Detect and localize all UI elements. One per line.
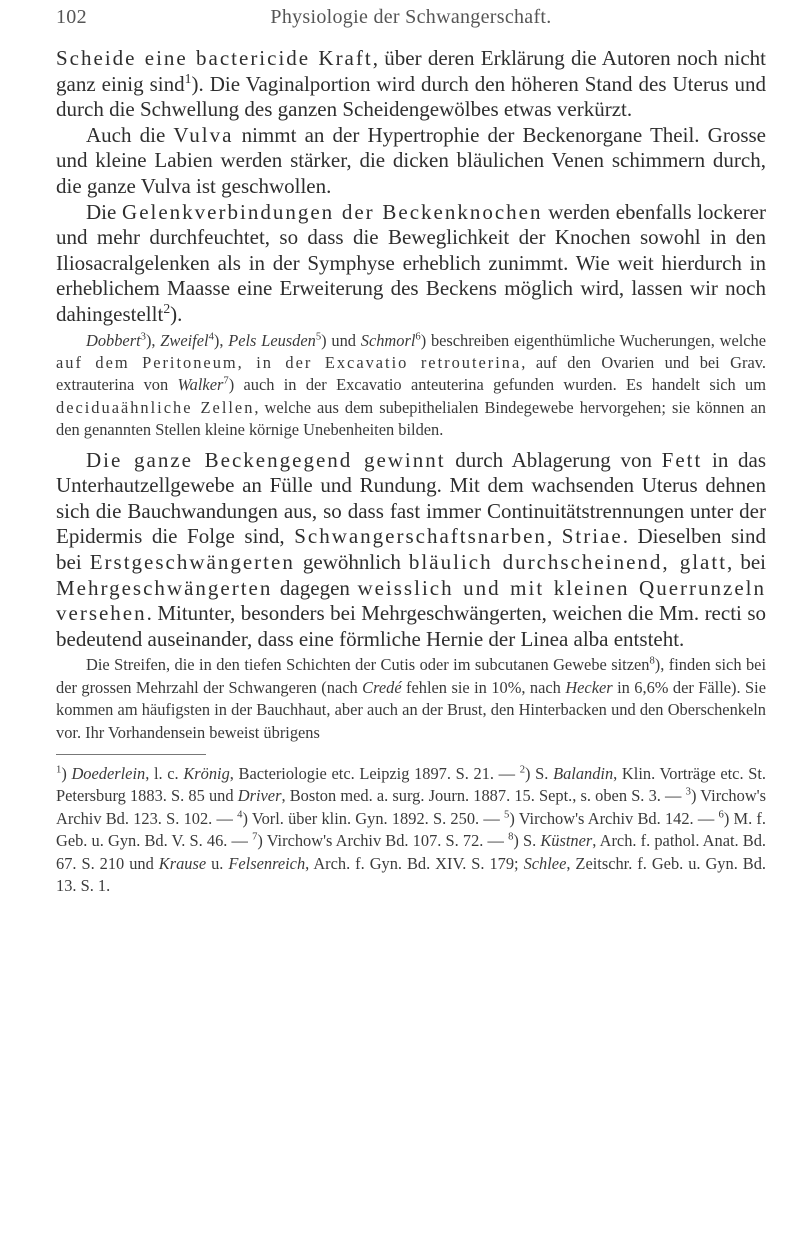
running-head xyxy=(56,6,766,36)
author-name: Driver xyxy=(237,786,282,806)
text-run: , Arch. f. pathol. Anat. Bd. 67. S. 210 und xyxy=(56,831,766,873)
paragraph-vagina xyxy=(56,46,766,123)
text-run: ), xyxy=(145,330,161,350)
paragraph-vulva xyxy=(56,123,766,200)
text-run: gewöhnlich xyxy=(294,549,409,574)
spaced-term: auf dem Peritoneum, in der Excavatio retrouterina xyxy=(56,352,522,372)
author-name: Krönig xyxy=(183,763,230,783)
author-name: Zweifel xyxy=(160,330,209,350)
spaced-term: deciduaähnliche Zellen xyxy=(56,397,255,417)
text-run: in das Unterhautzellgewebe an Fülle und Rundung. Mit dem wachsenden Uterus dehnen sich die Bauchwandungen aus, so dass fast immer Continuitätstrennungen unter der Epidermis die Folge sind, xyxy=(56,447,767,549)
text-run: , Bacteriologie etc. Leipzig 1897. S. 21. — xyxy=(229,763,520,783)
text-run: , Zeitschr. f. Geb. u. Gyn. Bd. 13. S. 1. xyxy=(56,853,766,896)
paragraph-striae-small-print xyxy=(56,654,766,744)
body-text xyxy=(56,46,766,898)
text-run: ) Virchow's Archiv Bd. 107. S. 72. — xyxy=(257,831,509,851)
text-run: . Mitunter, besonders bei Mehrgeschwängerten, weichen die Mm. recti so bedeutend auseinander, dass eine förmliche Hernie der Linea alba entsteht. xyxy=(56,601,766,651)
text-run: ) beschreiben eigenthümliche Wucherungen, welche xyxy=(420,330,767,350)
author-name: Balandin xyxy=(553,763,614,783)
author-name: Credé xyxy=(362,677,402,697)
running-title: Physiologie der Schwangerschaft. xyxy=(270,6,552,28)
author-name: Hecker xyxy=(565,677,613,697)
footnote-divider xyxy=(56,754,206,755)
footnote-ref: 6 xyxy=(415,331,421,343)
footnote-ref: 7 xyxy=(223,375,229,387)
paragraph-joints xyxy=(56,200,766,328)
text-run: Die Streifen, die in den tiefen Schichten der Cutis oder im subcutanen Gewebe sitzen xyxy=(86,655,650,675)
paragraph-small-print xyxy=(56,330,766,442)
footnote-marker: 4 xyxy=(237,809,243,821)
spaced-term: Scheide eine bactericide Kraft xyxy=(56,46,373,70)
text-run: ) auch in der Excavatio anteuterina gefunden wurden. Es handelt sich um xyxy=(228,375,766,395)
footnote-marker: 1 xyxy=(56,764,62,776)
spaced-term: Vulva xyxy=(173,122,234,147)
footnote-marker: 7 xyxy=(252,831,258,843)
footnote-ref: 5 xyxy=(315,331,322,343)
text-run: werden ebenfalls lockerer und mehr durchfeuchtet, so dass die Beweglichkeit der Knochen sowohl in den Iliosacralgelenken als in der Symphyse erheblich zunimmt. Wie weit hierdurch in erheblichem Maasse eine Erweiterung des Beckens möglich wird, lassen wir noch dahingestellt xyxy=(56,199,766,326)
text-run: Auch die xyxy=(86,122,174,147)
text-run: . Dieselben sind bei xyxy=(56,524,766,574)
footnote-marker: 5 xyxy=(503,809,510,821)
footnote-ref: 4 xyxy=(208,331,214,343)
text-run: ) S. xyxy=(513,831,541,851)
author-name: Küstner xyxy=(540,831,593,851)
author-name: Walker xyxy=(177,375,224,395)
author-name: Doederlein xyxy=(71,763,146,783)
text-run: , Klin. Vorträge etc. St. Petersburg 1883. S. 85 und xyxy=(56,763,766,806)
footnote-marker: 8 xyxy=(508,831,514,843)
text-run: dagegen xyxy=(272,575,358,600)
text-run: ). xyxy=(170,301,183,326)
spaced-term: Fett xyxy=(661,447,703,472)
spaced-term: Mehrgeschwängerten xyxy=(56,575,273,600)
spaced-term: Gelenkverbindungen der Beckenknochen xyxy=(122,199,543,224)
text-run: , l. c. xyxy=(145,763,184,783)
footnote-marker: 2 xyxy=(519,764,526,776)
footnote-ref: 3 xyxy=(140,331,146,343)
spaced-term: weisslich und mit kleinen Querrunzeln versehen xyxy=(56,575,767,626)
text-run: ) Vorl. über klin. Gyn. 1892. S. 250. — xyxy=(242,808,504,828)
spaced-term: Die ganze Beckengegend gewinnt xyxy=(86,447,446,472)
author-name: Schlee xyxy=(523,853,567,873)
author-name: Schmorl xyxy=(360,330,416,350)
spaced-term: bläulich durchscheinend, glatt xyxy=(408,549,728,574)
text-run: ) Virchow's Archiv Bd. 142. — xyxy=(509,808,719,828)
spaced-term: Striae xyxy=(561,524,623,549)
paragraph-pelvic-region xyxy=(56,448,766,653)
text-run: ), xyxy=(213,330,229,350)
text-run: ). Die Vaginalportion wird durch den höheren Stand des Uterus und durch die Schwellung des ganzen Scheidengewölbes etwas verkürzt. xyxy=(56,71,767,122)
author-name: Pels Leusden xyxy=(228,330,316,350)
footnotes xyxy=(56,763,766,898)
author-name: Krause xyxy=(158,853,207,873)
spaced-term: Schwangerschaftsnarben xyxy=(294,524,547,549)
text-run: nimmt an der Hypertrophie der Beckenorgane Theil. Grosse und kleine Labien werden stärker, die dicken bläulichen Venen schimmern durch, die ganze Vulva ist geschwollen. xyxy=(56,122,766,198)
text-run: ) M. f. Geb. u. Gyn. Bd. V. S. 46. — xyxy=(56,808,766,851)
footnote-ref: 8 xyxy=(649,655,655,667)
text-run: u. xyxy=(206,853,229,873)
text-run: , bei xyxy=(727,549,767,574)
footnote-marker: 6 xyxy=(718,809,724,821)
footnote-marker: 3 xyxy=(685,786,691,798)
text-run: ) S. xyxy=(525,763,554,783)
text-run: Die xyxy=(86,199,123,224)
text-run: , über deren Erklärung die Autoren noch nicht ganz einig sind xyxy=(56,46,766,96)
text-run: , auf den Ovarien und bei Grav. extrauterina von xyxy=(56,352,766,395)
text-run: ) Virchow's Archiv Bd. 123. S. 102. — xyxy=(56,786,766,828)
author-name: Dobbert xyxy=(86,330,141,350)
text-run: , Arch. f. Gyn. Bd. XIV. S. 179; xyxy=(305,853,524,873)
text-run: ) und xyxy=(321,330,361,350)
text-run: , Boston med. a. surg. Journ. 1887. 15. Sept., s. oben S. 3. — xyxy=(281,786,686,806)
spaced-term: Erstgeschwängerten xyxy=(89,549,295,574)
author-name: Felsenreich xyxy=(228,853,306,873)
text-run: in 6,6% der Fälle). Sie kommen am häufigsten in der Bauchhaut, aber auch an der Brust, den Hinterbacken und den Oberschenkeln vor. Ihr Vorhandensein beweist übrigens xyxy=(56,677,766,742)
text-run: durch Ablagerung von xyxy=(445,447,662,472)
text-run: ) xyxy=(61,763,72,783)
text-run: , xyxy=(546,524,562,549)
footnote-ref: 1 xyxy=(184,70,192,86)
text-run: fehlen sie in 10%, nach xyxy=(401,677,566,697)
text-run: , welche aus dem subepithelialen Bindegewebe hervorgehen; sie können an den genannten Stellen kleine körnige Unebenheiten bilden. xyxy=(56,397,766,440)
text-run: ), finden sich bei der grossen Mehrzahl der Schwangeren (nach xyxy=(56,655,766,697)
footnote-ref: 2 xyxy=(163,300,171,316)
page-number: 102 xyxy=(56,6,87,28)
